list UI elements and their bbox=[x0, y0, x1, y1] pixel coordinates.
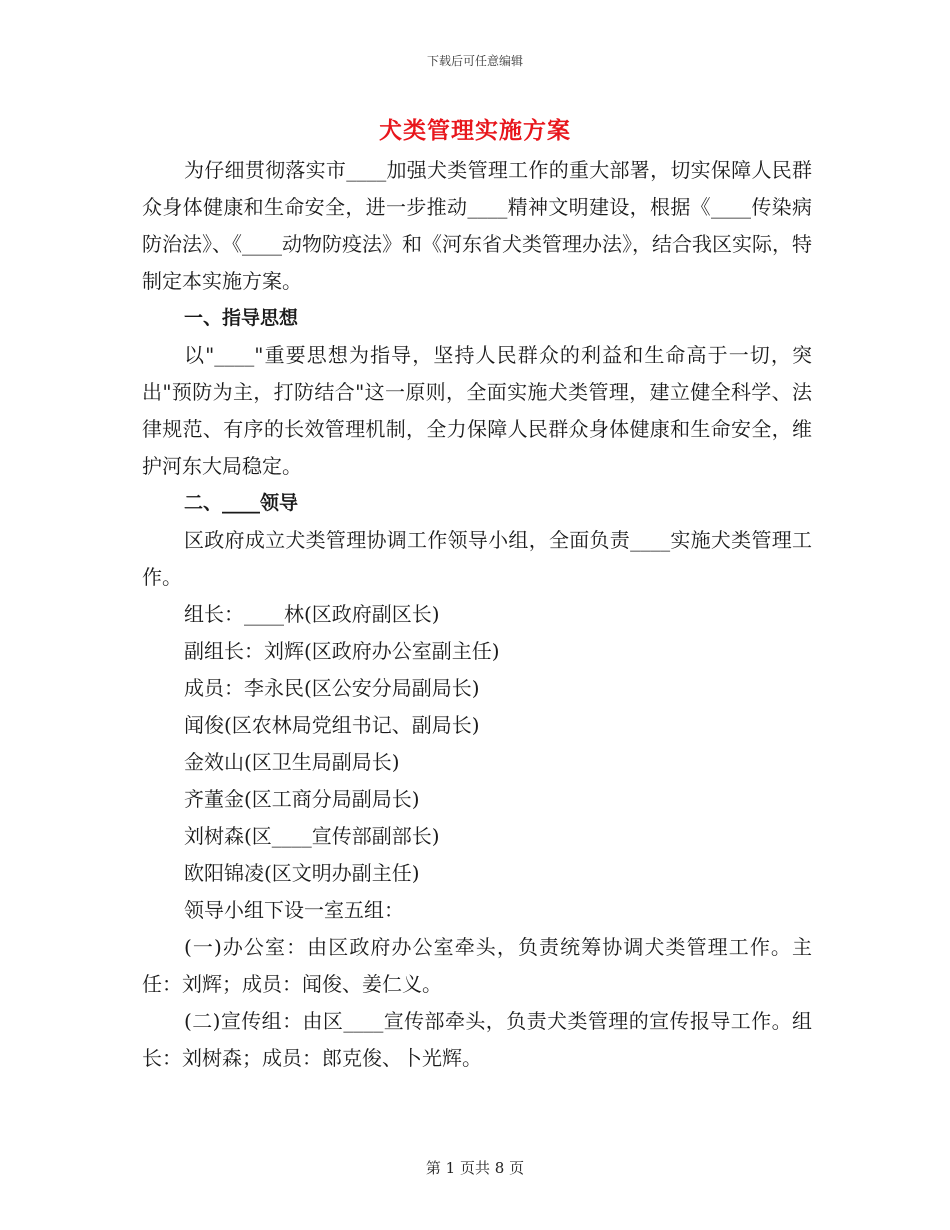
page-indicator: 第 1 页共 8 页 bbox=[425, 1159, 525, 1177]
section-heading-leadership: 二、____领导 bbox=[184, 492, 299, 514]
intro-paragraph: 为仔细贯彻落实市____加强犬类管理工作的重大部署，切实保障人民群众身体健康和生命安全，进一步推动____精神文明建设，根据《____传染病防治法》、《____动物防疫法》和《河东省犬类管理办法》，结合我区实际，特制定本实施方案。 bbox=[142, 158, 812, 293]
member-line: 齐董金(区工商分局副局长) bbox=[184, 787, 420, 811]
member-line: 欧阳锦凌(区文明办副主任) bbox=[184, 861, 420, 885]
member-line: 金效山(区卫生局副局长) bbox=[184, 750, 400, 774]
header-note: 下载后可任意编辑 bbox=[426, 54, 523, 68]
subgroups-intro: 领导小组下设一室五组： bbox=[184, 898, 404, 922]
publicity-paragraph: (二)宣传组：由区____宣传部牵头，负责犬类管理的宣传报导工作。组长：刘树森；成员：郎克俊、卜光辉。 bbox=[142, 1009, 812, 1070]
member-line: 副组长：刘辉(区政府办公室副主任) bbox=[184, 639, 500, 663]
office-paragraph: (一)办公室：由区政府办公室牵头，负责统筹协调犬类管理工作。主任：刘辉；成员：闻俊、姜仁义。 bbox=[142, 935, 812, 996]
member-line: 闻俊(区农林局党组书记、副局长) bbox=[184, 713, 480, 737]
document-body bbox=[142, 152, 812, 1077]
member-line: 组长：____林(区政府副区长) bbox=[184, 602, 440, 626]
leadership-paragraph: 区政府成立犬类管理协调工作领导小组，全面负责____实施犬类管理工作。 bbox=[142, 528, 812, 589]
section-heading-guiding-ideology: 一、指导思想 bbox=[184, 307, 299, 329]
member-line: 刘树森(区____宣传部副部长) bbox=[184, 824, 440, 848]
member-line: 成员：李永民(区公安分局副局长) bbox=[184, 676, 480, 700]
document-title: 犬类管理实施方案 bbox=[379, 117, 571, 144]
guiding-ideology-paragraph: 以"____"重要思想为指导，坚持人民群众的利益和生命高于一切，突出"预防为主，打防结合"这一原则，全面实施犬类管理，建立健全科学、法律规范、有序的长效管理机制，全力保障人民群众身体健康和生命安全，维护河东大局稳定。 bbox=[142, 343, 812, 478]
